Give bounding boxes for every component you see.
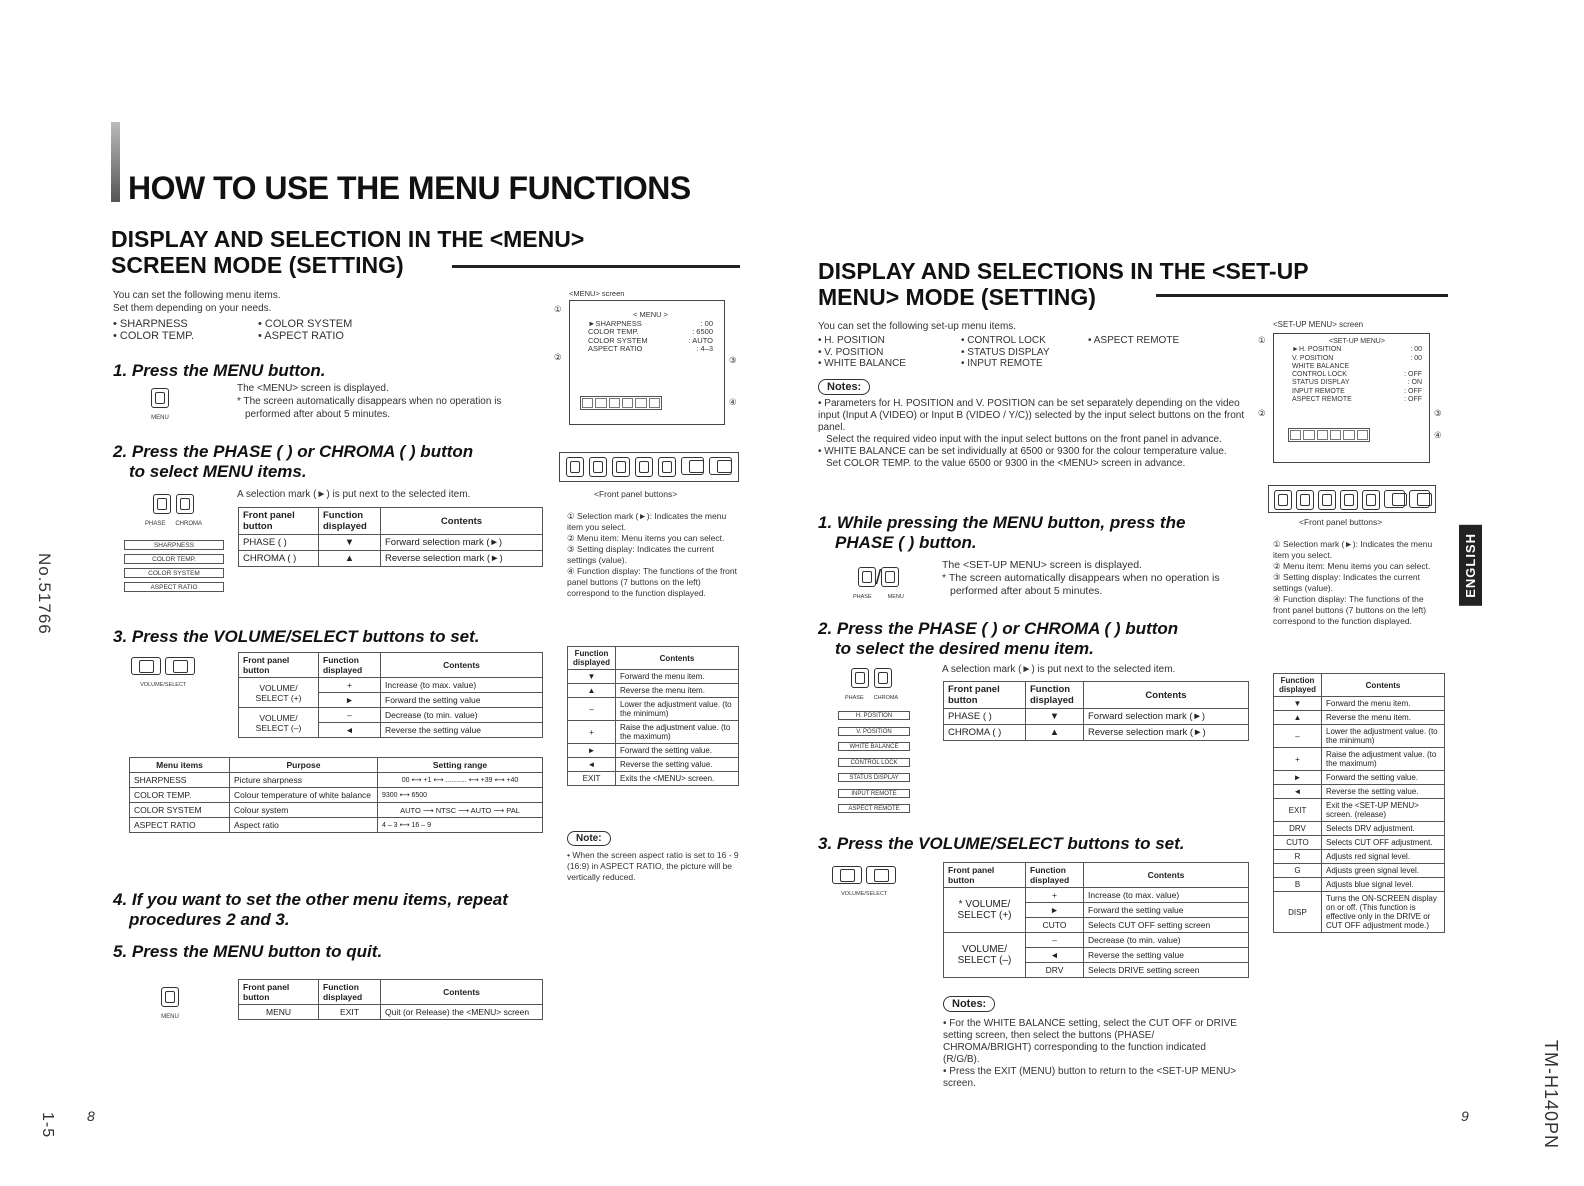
right-intro: You can set the following set-up menu items. bbox=[818, 321, 1017, 332]
left-front-panel bbox=[559, 452, 739, 482]
right-table-volume: Front panel button Function displayed Contents * VOLUME/ SELECT (+) + Increase (to max. value) ► Forward the setting value CUTO Selects CUT OFF setting screen VOLUME/ SELECT (–) – Decrease (to min. value) ◄ Reverse the setting value DRV Selects DRIVE setting screen bbox=[943, 862, 1249, 978]
right-table-phase: Front panel button Function displayed Contents PHASE ( ) ▼ Forward selection mark (►) CHROMA ( ) ▲ Reverse selection mark (►) bbox=[943, 681, 1249, 741]
left-page-number: 8 bbox=[87, 1108, 95, 1124]
callout-3: ③ bbox=[729, 355, 737, 365]
left-section-title: DISPLAY AND SELECTION IN THE <MENU> SCREEN MODE (SETTING) bbox=[111, 226, 585, 278]
right-page-number: 9 bbox=[1461, 1108, 1469, 1124]
right-setup-screen: <SET-UP MENU> ►H. POSITION : 00 V. POSITION : 00 WHITE BALANCE CONTROL LOCK : OFF STATUS DISPLAY : ON INPUT REMOTE : OFF ASPECT REMOTE : OFF bbox=[1273, 333, 1430, 463]
callout-4: ④ bbox=[729, 397, 737, 407]
right-callout-3: ③ bbox=[1434, 408, 1442, 418]
right-section-title: DISPLAY AND SELECTIONS IN THE <SET-UP MENU> MODE (SETTING) bbox=[818, 258, 1309, 310]
right-notes2-text: • For the WHITE BALANCE setting, select the CUT OFF or DRIVE setting screen, then select the buttons (PHASE/ CHROMA/BRIGHT) corresponding to the function indicated (R/G/B). • Press the EXIT (MENU) button to return to the <SET-UP MENU> screen. bbox=[943, 1018, 1237, 1089]
right-section-rule bbox=[1156, 294, 1448, 297]
menu-button-icon: MENU bbox=[151, 388, 169, 424]
left-menu-screen: < MENU > ►SHARPNESS : 00 COLOR TEMP. : 6500 COLOR SYSTEM : AUTO ASPECT RATIO : 4–3 bbox=[569, 300, 725, 425]
left-step3: 3. Press the VOLUME/SELECT buttons to set. bbox=[113, 627, 480, 646]
right-step2: 2. Press the PHASE ( ) or CHROMA ( ) button to select the desired menu item. bbox=[818, 619, 1179, 658]
left-note-text: • When the screen aspect ratio is set to 16 - 9 (16:9) in ASPECT RATIO, the picture will be vertically reduced. bbox=[567, 850, 739, 882]
menu-button-icon-2: MENU bbox=[161, 987, 179, 1023]
model-number: TM-H140PN bbox=[1541, 1040, 1561, 1150]
left-table-menu-items: Menu items Purpose Setting range SHARPNESS Picture sharpness 00 ⟷ +1 ⟷ ........... ⟷ +39 ⟷ +40 COLOR TEMP. Colour temperature of white balance 9300 ⟷ 6500 COLOR SYSTEM Colour system AUTO ⟶ NTSC ⟶ AUTO ⟶ PAL ASPECT RATIO Aspect ratio 4 – 3 ⟷ 16 – 9 bbox=[129, 757, 543, 833]
right-callout-4: ④ bbox=[1434, 430, 1442, 440]
left-table-volume: Front panel button Function displayed Contents VOLUME/ SELECT (+) + Increase (to max. value) ► Forward the setting value VOLUME/ SELECT (–) – Decrease (to min. value) ◄ Reverse the setting value bbox=[238, 652, 543, 738]
left-table-exit: Front panel button Function displayed Contents MENU EXIT Quit (or Release) the <MENU> screen bbox=[238, 979, 543, 1020]
left-item-list: • SHARPNESS • COLOR SYSTEM • COLOR TEMP. • ASPECT RATIO bbox=[113, 318, 353, 342]
volume-select-icons-right: VOLUME/SELECT bbox=[832, 866, 896, 900]
left-step1: 1. Press the MENU button. bbox=[113, 361, 326, 380]
callout-1: ① bbox=[554, 304, 562, 314]
left-legend: ① Selection mark (►): Indicates the menu item you select. ② Menu item: Menu items you can select. ③ Setting display: Indicates the current settings (value). ④ Function display: The functions of the front panel buttons (7 buttons on the left) correspond to the function displayed. bbox=[567, 511, 737, 598]
right-step1-text: The <SET-UP MENU> screen is displayed. * The screen automatically disappears when no operation is performed after about 5 minutes. bbox=[942, 559, 1220, 597]
title-bar-accent bbox=[111, 122, 120, 202]
right-screen-caption: <SET-UP MENU> screen bbox=[1273, 320, 1364, 329]
left-step2: 2. Press the PHASE ( ) or CHROMA ( ) button to select MENU items. bbox=[113, 442, 474, 481]
side-page-ref: 1-5 bbox=[39, 1112, 56, 1139]
left-front-caption: <Front panel buttons> bbox=[594, 489, 678, 499]
left-section-rule bbox=[452, 265, 740, 268]
phase-menu-icons: / PHASE MENU bbox=[853, 567, 904, 600]
right-callout-1: ① bbox=[1258, 335, 1266, 345]
left-menu-stack: SHARPNESS COLOR TEMP. COLOR SYSTEM ASPECT RATIO bbox=[124, 540, 224, 596]
right-notes2-label: Notes: bbox=[943, 994, 995, 1012]
left-step5: 5. Press the MENU button to quit. bbox=[113, 942, 383, 961]
phase-chroma-icons: PHASE CHROMA bbox=[145, 494, 202, 530]
right-step1: 1. While pressing the MENU button, press the PHASE ( ) button. bbox=[818, 513, 1186, 552]
phase-chroma-icons-right: PHASE CHROMA bbox=[845, 668, 898, 704]
left-table-phase: Front panel button Function displayed Contents PHASE ( ) ▼ Forward selection mark (►) CHROMA ( ) ▲ Reverse selection mark (►) bbox=[238, 507, 543, 567]
right-front-panel bbox=[1268, 485, 1436, 513]
right-function-table: Function displayed Contents ▼ Forward the menu item. ▲ Reverse the menu item. – Lower the adjustment value. (to the minimum) + Raise the adjustment value. (to the maximum) ► Forward the setting value. ◄ Reverse the setting value. EXIT Exit the <SET-UP MENU> screen. (release) DRV Selects DRV adjustment. CUTO Selects CUT OFF adjustment. R Adjusts red signal level. G Adjusts green signal level. B Adjusts blue signal level. DISP Turns the ON-SCREEN display on or off. (This function is effective only in the DRIVE or CUT OFF adjustment mode.) bbox=[1273, 673, 1445, 933]
left-step4: 4. If you want to set the other menu items, repeat procedures 2 and 3. bbox=[113, 890, 508, 929]
english-language-tab: ENGLISH bbox=[1459, 525, 1482, 606]
side-doc-number: No.51766 bbox=[35, 553, 54, 635]
right-callout-2: ② bbox=[1258, 408, 1266, 418]
page-title: HOW TO USE THE MENU FUNCTIONS bbox=[128, 170, 691, 206]
left-intro: You can set the following menu items. Set them depending on your needs. bbox=[113, 290, 281, 314]
left-step1-text: The <MENU> screen is displayed. * The screen automatically disappears when no operation is performed after about 5 minutes. bbox=[237, 383, 502, 420]
callout-2: ② bbox=[554, 352, 562, 362]
volume-select-icons: VOLUME/SELECT bbox=[131, 657, 195, 691]
left-screen-caption: <MENU> screen bbox=[569, 289, 625, 298]
right-notes-label: Notes: bbox=[818, 377, 870, 395]
right-item-list: • H. POSITION • V. POSITION • WHITE BALANCE • CONTROL LOCK • STATUS DISPLAY • INPUT REMOTE • ASPECT REMOTE bbox=[818, 335, 1180, 369]
right-step2-text: A selection mark (►) is put next to the selected item. bbox=[942, 664, 1176, 675]
left-step2-text: A selection mark (►) is put next to the selected item. bbox=[237, 489, 471, 500]
right-menu-stack: H. POSITION V. POSITION WHITE BALANCE CONTROL LOCK STATUS DISPLAY INPUT REMOTE ASPECT REMOTE bbox=[838, 711, 910, 820]
right-front-caption: <Front panel buttons> bbox=[1299, 517, 1383, 527]
right-notes-text: • Parameters for H. POSITION and V. POSITION can be set separately depending on the video input (Input A (VIDEO) or Input B (VIDEO / Y/C)) selected by the input select buttons on the front panel. Select the required video input with the input select buttons on the front panel in advance. • WHITE BALANCE can be set individually at 6500 or 9300 for the colour temperature value. Set COLOR TEMP. to the value 6500 or 9300 in the <MENU> screen in advance. bbox=[818, 398, 1245, 469]
left-note-label: Note: bbox=[567, 828, 611, 846]
left-function-table: Function displayed Contents ▼ Forward the menu item. ▲ Reverse the menu item. – Lower the adjustment value. (to the minimum) + Raise the adjustment value. (to the maximum) ► Forward the setting value. ◄ Reverse the setting value. EXIT Exits the <MENU> screen. bbox=[567, 646, 739, 786]
right-step3: 3. Press the VOLUME/SELECT buttons to set. bbox=[818, 834, 1185, 853]
right-legend: ① Selection mark (►): Indicates the menu item you select. ② Menu item: Menu items you can select. ③ Setting display: Indicates the current settings (value). ④ Function display: The functions of the front panel buttons (7 buttons on the left) correspond to the function displayed. bbox=[1273, 539, 1433, 626]
